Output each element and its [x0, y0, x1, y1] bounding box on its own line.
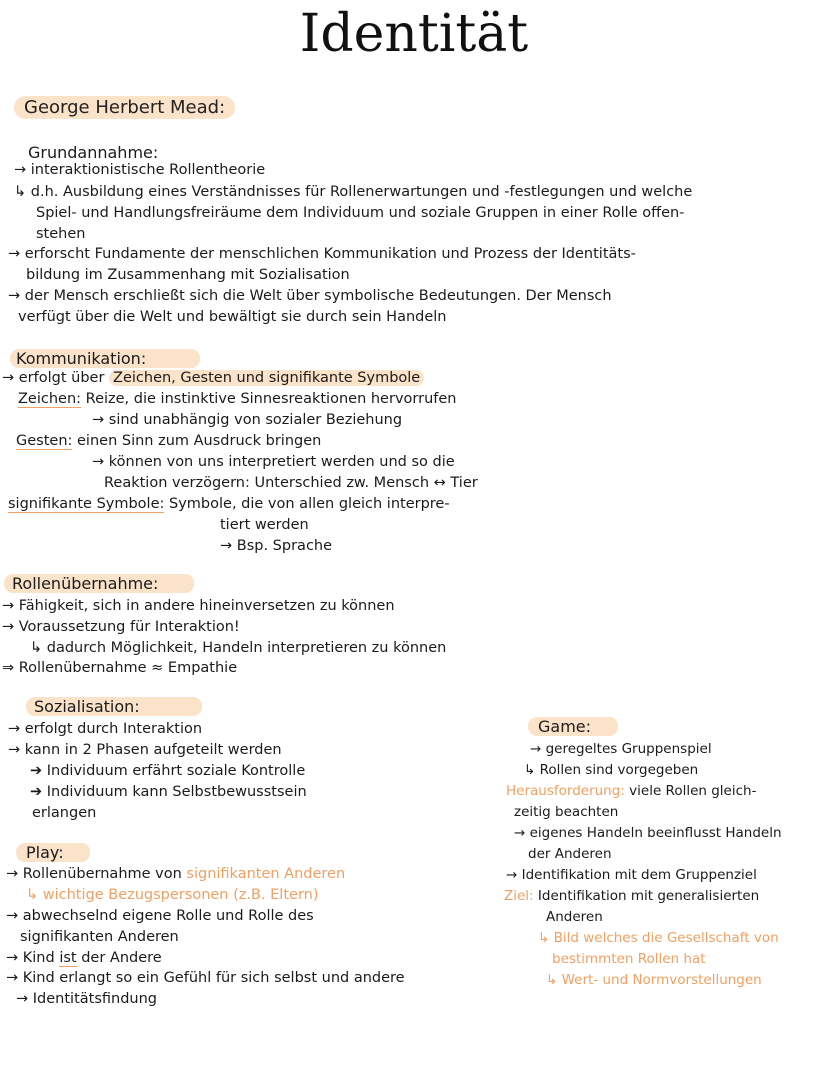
- game-line-4a: → eigenes Handeln beeinflusst Handeln: [514, 825, 782, 841]
- section-heading-game: Game:: [538, 717, 592, 736]
- grundannahme-line-1: → interaktionistische Rollentheorie: [14, 162, 266, 178]
- grundannahme-line-2c: stehen: [36, 226, 86, 242]
- game-ziel-orange-1: ↳ Bild welches die Gesellschaft von: [538, 930, 779, 946]
- subheading-grundannahme: Grundannahme:: [28, 143, 159, 162]
- rollenuebernahme-line-2: → Voraussetzung für Interaktion!: [2, 619, 240, 635]
- gesten-line: Gesten: einen Sinn zum Ausdruck bringen: [16, 433, 322, 449]
- play-signifikante-anderen: signifikanten Anderen: [186, 866, 346, 882]
- grundannahme-line-2b: Spiel- und Handlungsfreiräume dem Individuum und soziale Gruppen in einer Rolle offen-: [36, 205, 685, 221]
- game-line-3b: zeitig beachten: [514, 804, 619, 820]
- game-line-2: ↳ Rollen sind vorgegeben: [524, 762, 699, 778]
- rollenuebernahme-line-3: ↳ dadurch Möglichkeit, Handeln interpretieren zu können: [30, 640, 447, 656]
- play-line-1: → Rollenübernahme von signifikanten Anderen: [6, 866, 346, 882]
- section-heading-play: Play:: [26, 843, 64, 862]
- kommunikation-line-1: → erfolgt über Zeichen, Gesten und signifikante Symbole: [2, 370, 424, 386]
- sozialisation-line-4b: erlangen: [32, 805, 97, 821]
- game-ziel-orange-2: bestimmten Rollen hat: [552, 951, 706, 967]
- zeichen-line: Zeichen: Reize, die instinktive Sinnesreaktionen hervorrufen: [18, 391, 457, 407]
- play-line-3a: → abwechselnd eigene Rolle und Rolle des: [6, 908, 314, 924]
- section-heading-kommunikation: Kommunikation:: [16, 349, 147, 368]
- section-heading-rollenuebernahme: Rollenübernahme:: [12, 574, 159, 593]
- play-line-3b: signifikanten Anderen: [20, 929, 179, 945]
- page-title: Identität: [299, 4, 529, 64]
- grundannahme-line-2a: ↳ d.h. Ausbildung eines Verständnisses für Rollenerwartungen und -festlegungen und welche: [14, 184, 693, 200]
- game-line-3: Herausforderung: viele Rollen gleich-: [506, 783, 757, 799]
- grundannahme-line-4b: verfügt über die Welt und bewältigt sie durch sein Handeln: [18, 309, 447, 325]
- game-herausforderung: Herausforderung:: [506, 783, 625, 799]
- game-ziel-orange-3: ↳ Wert- und Normvorstellungen: [546, 972, 762, 988]
- game-line-4b: der Anderen: [528, 846, 612, 862]
- sozialisation-line-2: → kann in 2 Phasen aufgeteilt werden: [8, 742, 282, 758]
- play-line-5: → Kind erlangt so ein Gefühl für sich selbst und andere: [6, 970, 405, 986]
- rollenuebernahme-line-4: ⇒ Rollenübernahme ≈ Empathie: [2, 660, 238, 676]
- zeichen-sub: → sind unabhängig von sozialer Beziehung: [92, 412, 403, 428]
- rollenuebernahme-line-1: → Fähigkeit, sich in andere hineinversetzen zu können: [2, 598, 395, 614]
- kommunikation-highlight: Zeichen, Gesten und signifikante Symbole: [109, 370, 424, 386]
- grundannahme-line-4a: → der Mensch erschließt sich die Welt über symbolische Bedeutungen. Der Mensch: [8, 288, 612, 304]
- game-line-5: → Identifikation mit dem Gruppenziel: [506, 867, 757, 883]
- symbole-line: signifikante Symbole: Symbole, die von allen gleich interpre-: [8, 496, 450, 512]
- gesten-sub-1: → können von uns interpretiert werden und so die: [92, 454, 455, 470]
- grundannahme-line-3a: → erforscht Fundamente der menschlichen Kommunikation und Prozess der Identitäts-: [8, 246, 636, 262]
- play-ist-underlined: ist: [59, 950, 77, 966]
- gesten-sub-2: Reaktion verzögern: Unterschied zw. Mensch ↔ Tier: [104, 475, 478, 491]
- play-line-4: → Kind ist der Andere: [6, 950, 162, 966]
- section-heading-mead: George Herbert Mead:: [14, 96, 235, 119]
- sozialisation-line-1: → erfolgt durch Interaktion: [8, 721, 203, 737]
- gesten-label: Gesten:: [16, 433, 73, 449]
- play-line-6: → Identitätsfindung: [16, 991, 157, 1007]
- game-line-1: → geregeltes Gruppenspiel: [530, 741, 712, 757]
- section-heading-sozialisation: Sozialisation:: [34, 697, 140, 716]
- zeichen-label: Zeichen:: [18, 391, 82, 407]
- game-ziel-label: Ziel:: [504, 888, 534, 904]
- sozialisation-line-3: ➔ Individuum erfährt soziale Kontrolle: [30, 763, 306, 779]
- sozialisation-line-4a: ➔ Individuum kann Selbstbewusstsein: [30, 784, 307, 800]
- play-line-2: ↳ wichtige Bezugspersonen (z.B. Eltern): [26, 887, 319, 903]
- grundannahme-line-3b: bildung im Zusammenhang mit Sozialisation: [26, 267, 350, 283]
- symbole-line-2: tiert werden: [220, 517, 309, 533]
- symbole-label: signifikante Symbole:: [8, 496, 165, 512]
- game-ziel-line: Ziel: Identifikation mit generalisierten: [504, 888, 760, 904]
- game-ziel-line-2: Anderen: [546, 909, 603, 925]
- symbole-sub: → Bsp. Sprache: [220, 538, 333, 554]
